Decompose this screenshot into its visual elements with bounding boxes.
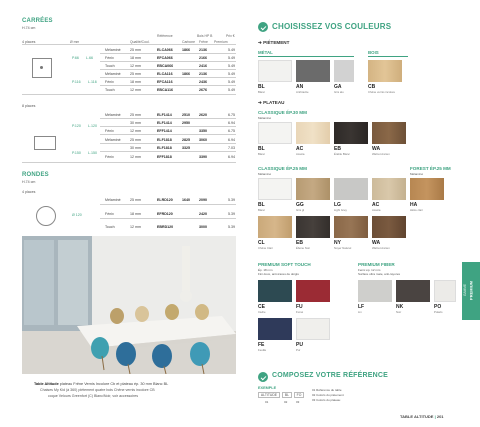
ref-cell: EBRD120 [157, 225, 174, 229]
ep-cell: 12 mm [130, 225, 141, 229]
side-tab-label2: GAMME [463, 283, 467, 297]
ep-cell: 25 mm [130, 138, 141, 142]
swatch-c25-cl[interactable] [258, 216, 292, 238]
swatch-name: Polaris [434, 310, 443, 314]
divider [22, 94, 236, 95]
room-photo [22, 236, 236, 374]
weight-cell: 6.94 [228, 138, 235, 142]
premium-soft-title: PREMIUM SOFT TOUCH [258, 262, 311, 267]
footer-sep: | [434, 414, 437, 419]
swatch-name: Acacia [296, 152, 305, 156]
swatch-code: NK [396, 304, 404, 310]
ep-cell: 18 mm [130, 80, 141, 84]
rect-table-diagram [34, 136, 56, 150]
ep-cell: 12 mm [130, 129, 141, 133]
swatch-c25-wa[interactable] [372, 216, 406, 238]
price-cell: 2420 [199, 212, 207, 216]
caption-rest: plateau Frêne Vernis Incolore Cb et plateau ép. 30 mm Blanc BL [58, 382, 169, 386]
swatch-code: EB [334, 146, 341, 152]
divider [100, 151, 236, 152]
swatch-name: Blanc [258, 90, 265, 94]
ep-cell: 12 mm [130, 64, 141, 68]
rondes-places: 4 places [22, 190, 36, 194]
swatch-name: Light Grey [334, 208, 347, 212]
premium-soft-desc2: Fini doux, anti-traces de doigts [258, 272, 299, 276]
weight-cell: 6.94 [228, 155, 235, 159]
pietement-label: PIÉTEMENT [263, 40, 290, 45]
ep-cell: 12 mm [130, 88, 141, 92]
swatch-code: HA [410, 202, 418, 208]
ref-cell: EFRD120 [157, 212, 173, 216]
dim-cell: L.120 [88, 124, 97, 128]
ref-cell: ELF1414 [157, 121, 172, 125]
swatch-code: LG [334, 202, 341, 208]
price-cell: 3325 [182, 146, 190, 150]
swatch-c25-ny[interactable] [334, 216, 368, 238]
compose-sub: EXEMPLE [258, 386, 277, 390]
price-cell: 1866 [182, 48, 190, 52]
swatch-code: GG [296, 202, 304, 208]
swatch-code: FE [258, 342, 265, 348]
dim-cell: L.66 [86, 56, 93, 60]
swatch-name: Noyer Naturel [334, 246, 352, 250]
col-qualite: Qualité/Coul. [130, 40, 150, 44]
swatch-code: BL [258, 84, 265, 90]
col-reference: Référence [157, 34, 173, 38]
swatch-code: CB [368, 84, 376, 90]
price-cell: 3000 [199, 225, 207, 229]
divider [100, 77, 236, 78]
swatch-fiber-po[interactable] [434, 280, 456, 302]
caption-line2: Chaises My Kid (à 360) piètement quatre bois Chêne vernis incolore CB [40, 388, 155, 392]
divider [22, 162, 236, 163]
divider [100, 53, 236, 54]
price-cell: 3350 [199, 129, 207, 133]
size-cell: P.66 [72, 56, 79, 60]
col-poids: Bois HP B [197, 34, 213, 38]
check-circle-icon [258, 372, 268, 382]
divider [100, 204, 236, 205]
weight-cell: 6.75 [228, 113, 235, 117]
swatch-soft-pu[interactable] [296, 318, 330, 340]
swatch-name: Érable Blanc [334, 152, 350, 156]
swatch-name: Walnut Ancien [372, 246, 390, 250]
swatch-code: AC [296, 146, 304, 152]
classique25-title: CLASSIQUE ÉP.25 MM [258, 166, 307, 171]
plateau-label: PLATEAU [263, 100, 285, 105]
colors-title: CHOISISSEZ VOS COULEURS [272, 22, 392, 31]
ep-cell: 25 mm [130, 72, 141, 76]
swatch-name: Gris gl [296, 208, 305, 212]
col-premium: Premium [214, 40, 228, 44]
price-cell: 2510 [182, 113, 190, 117]
weight-cell: 5.39 [228, 198, 235, 202]
plateau-cell: Touch [105, 225, 115, 229]
swatch-bois-cb[interactable] [368, 60, 402, 82]
weight-cell: 6.75 [228, 129, 235, 133]
classique30-sub: Mélaminé [258, 116, 272, 120]
swatch-c30-eb[interactable] [334, 122, 368, 144]
weight-cell: 5.49 [228, 72, 235, 76]
caption-line3: coque Velours Greenfort (C) Blanc/Noir, voir accessoires [48, 394, 139, 398]
swatch-code: WA [372, 146, 381, 152]
swatch-code: BL [258, 202, 265, 208]
swatch-name: Hêtre clair [410, 208, 423, 212]
swatch-name: Lin [358, 310, 362, 314]
swatch-name: Feuille [258, 348, 267, 352]
weight-cell: 5.39 [228, 212, 235, 216]
swatch-code: NY [334, 240, 341, 246]
swatch-c25-gg[interactable] [296, 178, 330, 200]
footer-label: TABLE ALTITUDE [400, 414, 434, 419]
plateau-cell: Mélaminé [105, 198, 121, 202]
col-dim: Ø mm [70, 40, 80, 44]
price-cell: 2136 [199, 72, 207, 76]
swatch-c30-bl[interactable] [258, 122, 292, 144]
swatch-code: BL [258, 146, 265, 152]
divider [100, 69, 236, 70]
classique25-sub: Mélaminé [258, 172, 272, 176]
ref-cell: ELF1414 [157, 113, 172, 117]
plateau-cell: Touch [105, 64, 115, 68]
swatch-code: WA [372, 240, 381, 246]
price-cell: 3060 [199, 138, 207, 142]
swatch-name: Noir [396, 310, 402, 314]
ref-sub-2: 02 [284, 400, 288, 404]
divider [100, 126, 236, 127]
plateau-cell: Mélaminé [105, 138, 121, 142]
premium-fiber-desc1: Fenix ép. 12 mm [358, 268, 381, 272]
divider [22, 44, 236, 45]
ep-cell: 18 mm [130, 56, 141, 60]
chair-dot [40, 66, 43, 69]
swatch-metal-ga[interactable] [334, 60, 354, 82]
swatch-fiber-nk[interactable] [396, 280, 430, 302]
swatch-c25-ac[interactable] [372, 178, 406, 200]
swatch-code: AN [296, 84, 304, 90]
ref-cell: ELRD120 [157, 198, 173, 202]
swatch-code: FU [296, 304, 303, 310]
price-cell: 2436 [199, 80, 207, 84]
swatch-soft-fe[interactable] [258, 318, 292, 340]
ref-cell: EFCA116 [157, 80, 173, 84]
section-8places-title: 8 places [22, 104, 36, 108]
swatch-code: AC [372, 202, 380, 208]
ep-cell: 12 mm [130, 155, 141, 159]
swatch-name: Acacia [372, 208, 381, 212]
ref-part-1: ALTITUDE [258, 392, 280, 398]
section-carrees-subtitle: H.74 cm [22, 26, 36, 30]
divider [368, 56, 408, 57]
price-cell: 2416 [199, 64, 207, 68]
ref-part-2: BL [282, 392, 292, 398]
col-frene: Frêne [199, 40, 208, 44]
ref-legend-1: 01 Référence du table [312, 388, 342, 392]
plateau-cell: Fénix [105, 212, 114, 216]
ep-cell: 30 mm [130, 121, 141, 125]
swatch-name: Chêne Clair [258, 246, 273, 250]
side-tab-label: PREMIUM [468, 281, 474, 300]
plateau-cell: Touch [105, 88, 115, 92]
price-cell: 2166 [199, 56, 207, 60]
right-page [240, 0, 480, 427]
swatch-name: Blanc [258, 152, 265, 156]
premium-fiber-title: PREMIUM FIBER [358, 262, 395, 267]
swatch-name: Fumé [296, 310, 304, 314]
weight-cell: 6.94 [228, 121, 235, 125]
price-cell: 2676 [199, 88, 207, 92]
metal-label: MÉTAL [258, 50, 273, 55]
size-cell: P.120 [72, 124, 81, 128]
dim-cell: Ø 120 [72, 213, 82, 217]
places-label: 4 places [22, 40, 36, 44]
check-circle-icon [258, 22, 268, 32]
weight-cell: 5.49 [228, 80, 235, 84]
price-cell: 3390 [199, 155, 207, 159]
premium-fiber-desc2: Surface ultra mate, anti-rayures [358, 272, 401, 276]
ep-cell: 25 mm [130, 48, 141, 52]
plateau-cell: Mélaminé [105, 48, 121, 52]
swatch-code: EB [296, 240, 303, 246]
divider [100, 134, 236, 135]
ref-legend-2: 02 Coloris du piètement [312, 393, 344, 397]
swatch-code: LF [358, 304, 365, 310]
swatch-metal-an[interactable] [296, 60, 330, 82]
swatch-name: Blanc [258, 208, 265, 212]
ep-cell: 30 mm [130, 146, 141, 150]
compose-title: COMPOSEZ VOTRE RÉFÉRENCE [272, 372, 389, 379]
weight-cell: 7.03 [228, 146, 235, 150]
ref-cell: EFF1414 [157, 129, 172, 133]
price-cell: 1866 [182, 72, 190, 76]
section-rondes-subtitle: H.74 cm [22, 180, 36, 184]
swatch-c25-eb[interactable] [296, 216, 330, 238]
round-table-diagram [36, 206, 56, 226]
size-cell: P.116 [72, 80, 81, 84]
section-rondes-title: RONDES [22, 172, 49, 178]
footer-page: 201 [436, 414, 444, 419]
swatch-code: CE [258, 304, 265, 310]
swatch-code: CL [258, 240, 265, 246]
plateau-cell: Fénix [105, 129, 114, 133]
ref-cell: ELF1818 [157, 138, 172, 142]
weight-cell: 5.49 [228, 88, 235, 92]
size-cell: P.150 [72, 151, 81, 155]
swatch-name: Walnut Ancien [372, 152, 390, 156]
weight-cell: 5.39 [228, 225, 235, 229]
plateau-cell: Mélaminé [105, 72, 121, 76]
weight-cell: 5.49 [228, 64, 235, 68]
ep-cell: 25 mm [130, 198, 141, 202]
divider [100, 218, 236, 219]
ref-cell: EFCA066 [157, 56, 173, 60]
price-cell: 2950 [182, 121, 190, 125]
forest-sub: Mélaminé [410, 172, 424, 176]
weight-cell: 5.49 [228, 48, 235, 52]
price-cell: 1640 [182, 198, 190, 202]
price-cell: 2620 [199, 113, 207, 117]
ref-legend-3: 03 Coloris du plateau [312, 398, 341, 402]
swatch-name: Anthracite [296, 90, 309, 94]
divider [100, 61, 236, 62]
swatch-name: Cèdre [258, 310, 266, 314]
ep-cell: 18 mm [130, 212, 141, 216]
plateau-cell: Mélaminé [105, 113, 121, 117]
ref-cell: ELCA066 [157, 48, 173, 52]
ep-cell: 25 mm [130, 113, 141, 117]
swatch-soft-fu[interactable] [296, 280, 330, 302]
section-carrees-title: CARRÉES [22, 18, 53, 24]
plateau-cell: Fénix [105, 56, 114, 60]
pietement-heading: ➔ PIÉTEMENT [258, 40, 290, 45]
col-prix: Prix € [226, 34, 235, 38]
swatch-name: Pur [296, 348, 301, 352]
premium-soft-desc1: Ép. 18 mm [258, 268, 273, 272]
caption-bold: Table Altitude [34, 382, 59, 386]
dim-cell: L.150 [88, 151, 97, 155]
price-cell: 2136 [199, 48, 207, 52]
swatch-c25-bl[interactable] [258, 178, 292, 200]
classique30-title: CLASSIQUE ÉP.30 MM [258, 110, 307, 115]
swatch-metal-bl[interactable] [258, 60, 292, 82]
swatch-code: GA [334, 84, 342, 90]
divider [100, 118, 236, 119]
price-cell: 2825 [182, 138, 190, 142]
swatch-name: Ébène Noir [296, 246, 310, 250]
forest-title: FOREST ÉP.25 MM [410, 166, 451, 171]
ref-sub-3: 03 [296, 400, 300, 404]
ref-cell: ELCA116 [157, 72, 173, 76]
plateau-cell: Fénix [105, 80, 114, 84]
swatch-forest-ha[interactable] [410, 178, 444, 200]
swatch-name: Chêne vernis incolore [368, 90, 396, 94]
bois-label: BOIS [368, 50, 379, 55]
swatch-code: PU [296, 342, 303, 348]
divider [258, 56, 354, 57]
swatch-name: Gris alu [334, 90, 344, 94]
swatch-c30-wa[interactable] [372, 122, 406, 144]
dim-cell: L.116 [88, 80, 97, 84]
plateau-heading: ➔ PLATEAU [258, 100, 285, 105]
swatch-soft-ce[interactable] [258, 280, 292, 302]
weight-cell: 5.49 [228, 56, 235, 60]
ref-cell: EBCA116 [157, 88, 173, 92]
ref-cell: EFF1818 [157, 155, 172, 159]
col-carbone: Carbone [182, 40, 196, 44]
swatch-c30-ac[interactable] [296, 122, 330, 144]
swatch-code: PO [434, 304, 442, 310]
ref-cell: ELF1818 [157, 146, 172, 150]
ref-cell: EBCA066 [157, 64, 174, 68]
price-cell: 2090 [199, 198, 207, 202]
plateau-cell: Fénix [105, 155, 114, 159]
divider [100, 143, 236, 144]
swatch-fiber-lf[interactable] [358, 280, 392, 302]
divider [100, 85, 236, 86]
ref-sub-1: 01 [265, 400, 269, 404]
photo-caption [34, 382, 168, 386]
ref-part-3: FO [294, 392, 304, 398]
swatch-c25-lg[interactable] [334, 178, 368, 200]
footer [400, 414, 444, 419]
